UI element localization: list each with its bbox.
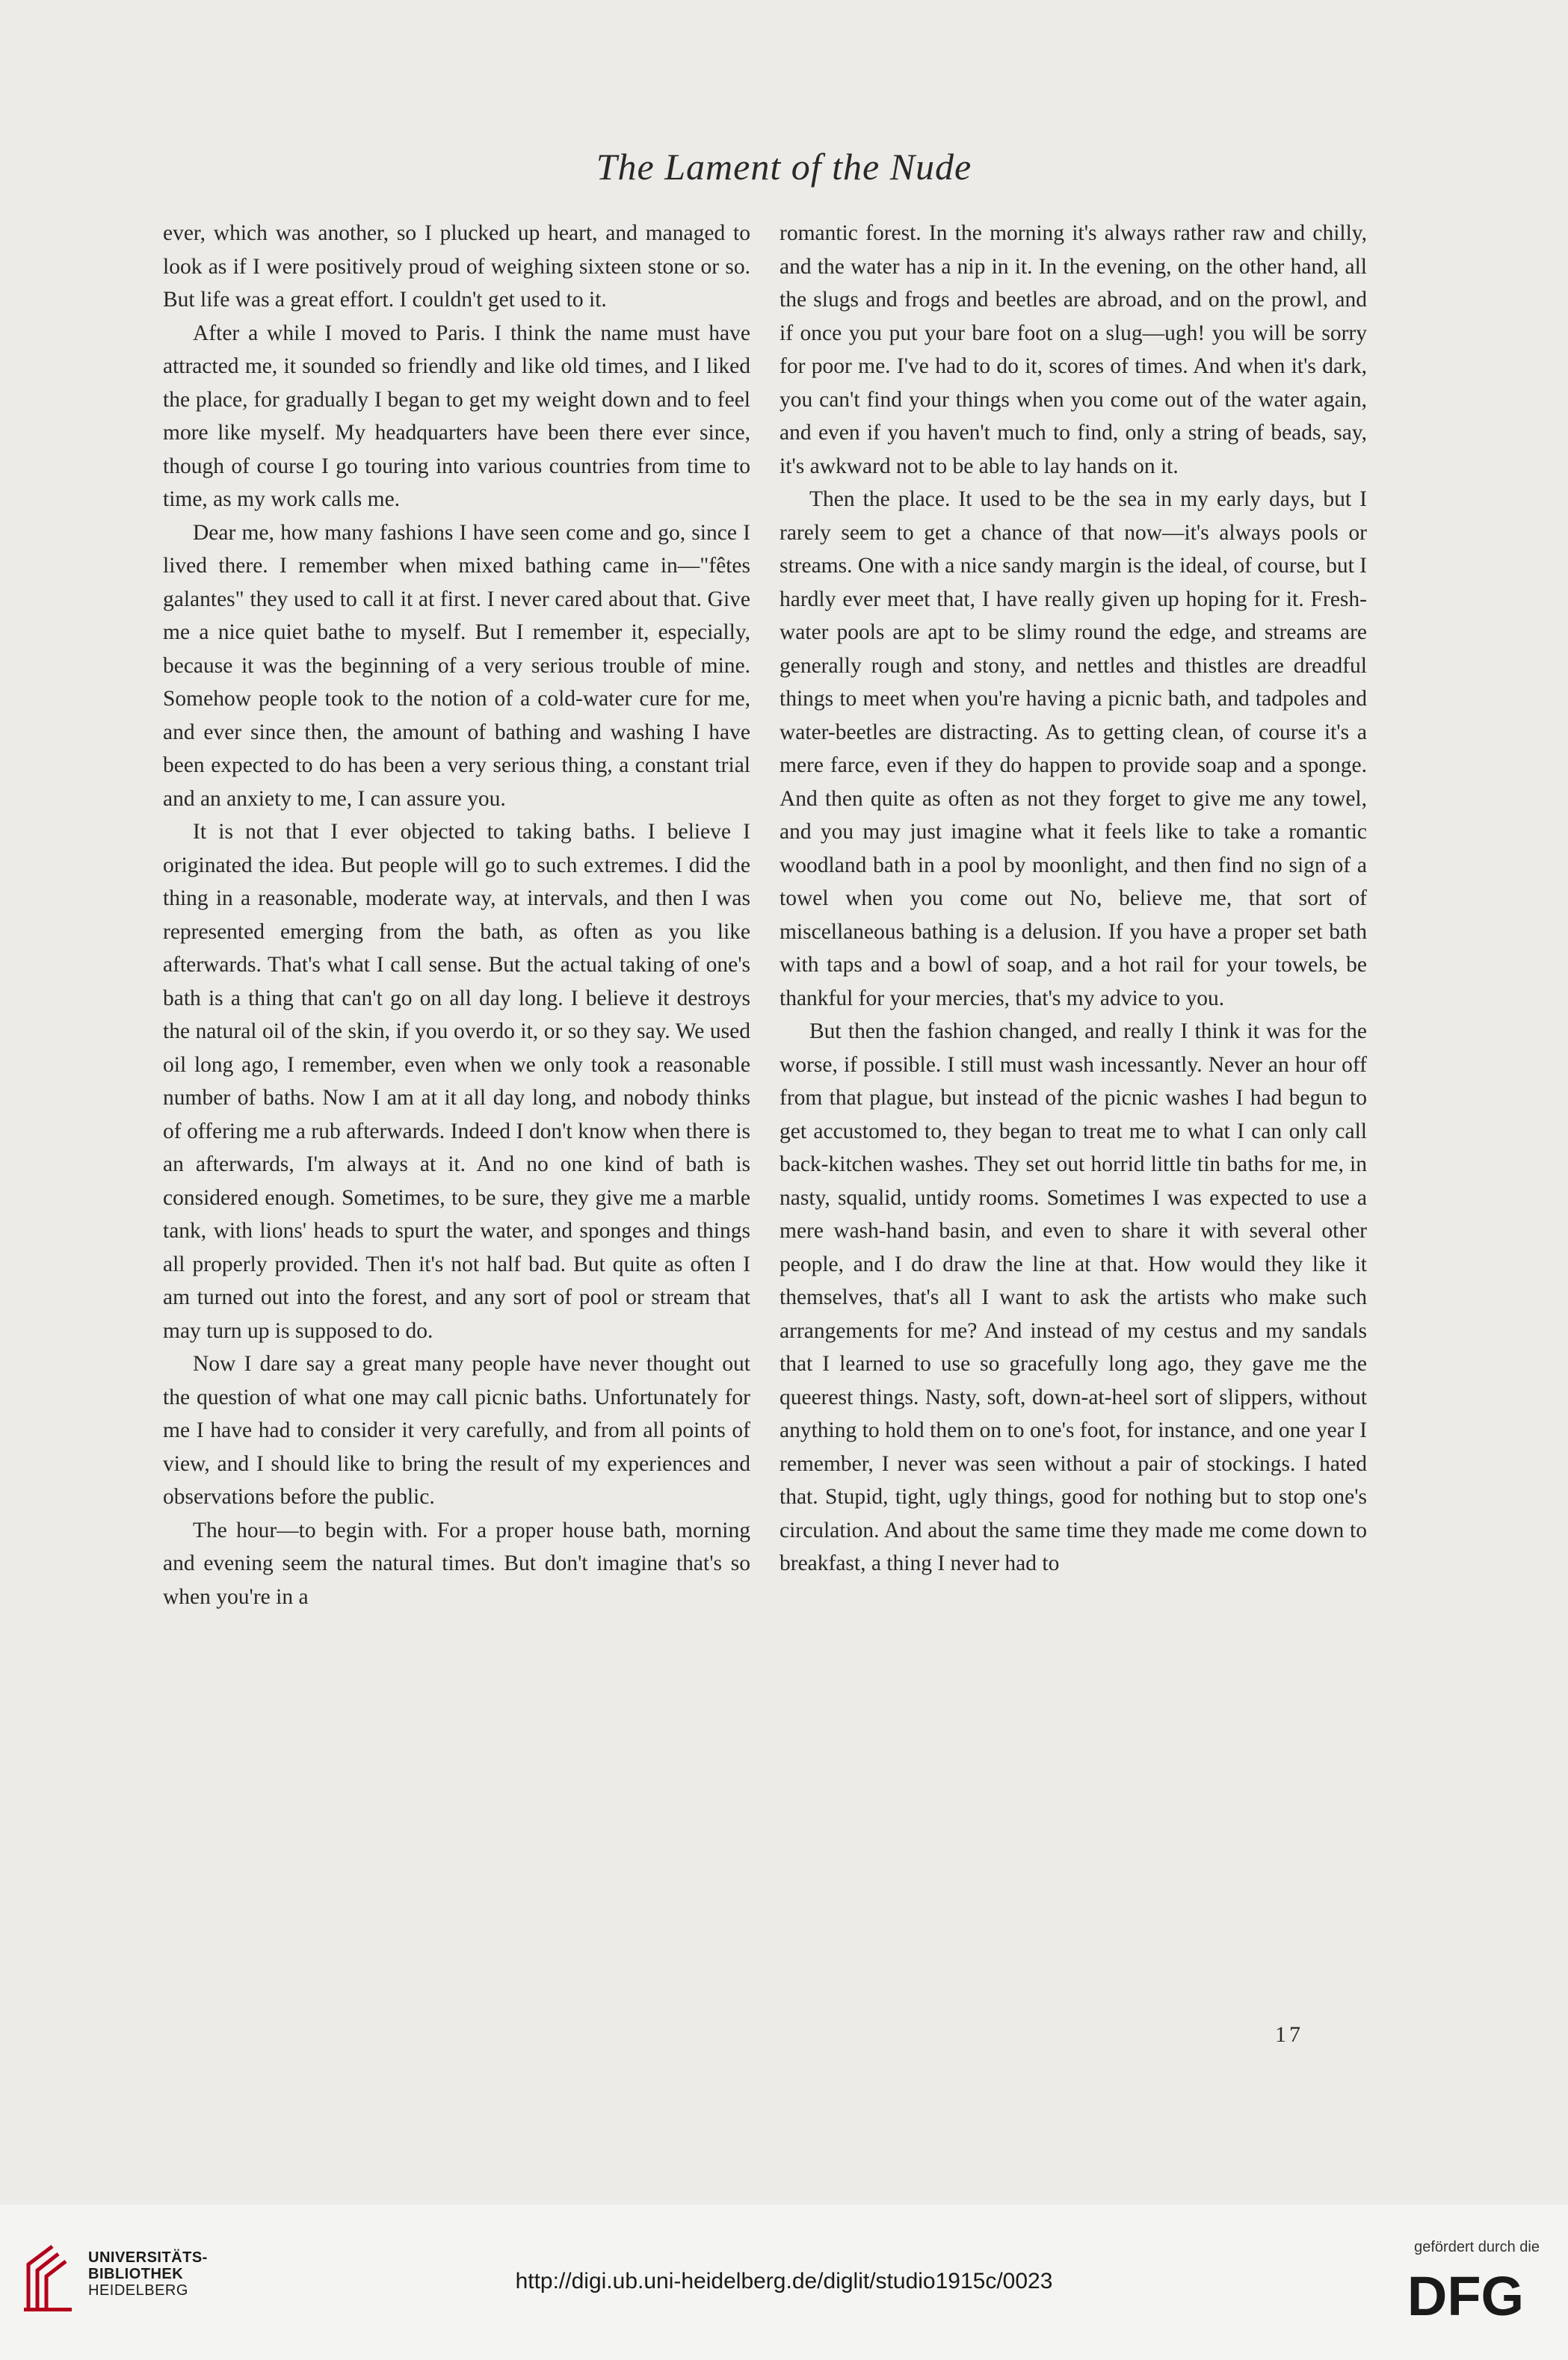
digitization-footer bbox=[0, 2205, 1568, 2360]
library-name-line: UNIVERSITÄTS- bbox=[88, 2249, 208, 2266]
paragraph: After a while I moved to Paris. I think the name must have attracted me, it sounded so friendly and like old times, and I liked the place, for gradually I began to get my weight down and to feel more like myself. My headquarters have been there ever since, though of course I go touring into various countries from time to time, as my work calls me. bbox=[163, 321, 750, 511]
paragraph: But then the fashion changed, and really I think it was for the worse, if possible. I still must wash incessantly. Never an hour off from that plague, but instead of the picnic washes I had begun to get accustomed to, they began to treat me to what I can only call back-kitchen washes. They set out horrid little tin baths for me, in nasty, squalid, untidy rooms. Sometimes I was expected to use a mere wash-hand basin, and even to share it with several other people, and I do draw the line at that. How would they like it themselves, that's all I want to ask the artists who make such arrangements for me? And instead of my cestus and my sandals that I learned to use so gracefully long ago, they gave me the queerest things. Nasty, soft, down-at-heel sort of slippers, without anything to hold them on to one's foot, for instance, and one year I remember, I never was seen without a pair of stockings. I hated that. Stupid, tight, ugly things, good for nothing but to stop one's circulation. And about the same time they made me come down to breakfast, a thing I never had to bbox=[780, 1019, 1367, 1575]
library-name-line: HEIDELBERG bbox=[88, 2282, 188, 2299]
paragraph: romantic forest. In the morning it's always rather raw and chilly, and the water has a nip in it. In the evening, on the other hand, all the slugs and frogs and beetles are abroad, and on the prowl, and if once you put your bare foot on a slug—ugh! you will be sorry for poor me. I've had to do it, scores of times. And when it's dark, you can't find your things when you come out of the water again, and even if you haven't much to find, only a string of beads, say, it's awkward not to be able to lay hands on it. bbox=[780, 221, 1367, 478]
paragraph: Now I dare say a great many people have never thought out the question of what one may call picnic baths. Unfortunately for me I have had to consider it very carefully, and from all points of view, and I should like to bring the result of my experiences and observations before the public. bbox=[163, 1352, 750, 1509]
source-url-link[interactable]: http://digi.ub.uni-heidelberg.de/diglit/studio1915c/0023 bbox=[515, 2269, 1053, 2293]
paragraph: ever, which was another, so I plucked up heart, and managed to look as if I were positively proud of weighing sixteen stone or so. But life was a great effort. I couldn't get used to it. bbox=[163, 221, 750, 312]
paragraph: The hour—to begin with. For a proper house bath, morning and evening seem the natural times. But don't imagine that's so when you're in a bbox=[163, 1518, 750, 1609]
left-column bbox=[163, 217, 750, 1613]
dfg-logo-text: DFG bbox=[1407, 2267, 1525, 2323]
page-number: 17 bbox=[1275, 2022, 1303, 2047]
running-title: The Lament of the Nude bbox=[596, 146, 972, 188]
library-name-line: BIBLIOTHEK bbox=[88, 2266, 184, 2282]
paragraph: Dear me, how many fashions I have seen come and go, since I lived there. I remember when mixed bathing came in—"fêtes galantes" they used to call it at first. I never cared about that. Give me a nice quiet bathe to myself. But I remember it, especially, because it was the beginning of a very serious trouble of mine. Somehow people took to the notion of a cold-water cure for me, and ever since then, the amount of bathing and washing I have been expected to do has been a very serious thing, a constant trial and an anxiety to me, I can assure you. bbox=[163, 520, 750, 811]
paragraph: It is not that I ever objected to taking baths. I believe I originated the idea. But people will go to such extremes. I did the thing in a reasonable, moderate way, at intervals, and then I was represented emerging from the bath, as often as you like afterwards. That's what I call sense. But the actual taking of one's bath is a thing that can't go on all day long. I believe it destroys the natural oil of the skin, if you overdo it, or so they say. We used oil long ago, I remember, even when we only took a reasonable number of baths. Now I am at it all day long, and nobody thinks of offering me a rub afterwards. Indeed I don't know when there is an afterwards, I'm always at it. And no one kind of bath is considered enough. Sometimes, to be sure, they give me a marble tank, with lions' heads to spurt the water, and sponges and things all properly provided. Then it's not half bad. But quite as often I am turned out into the forest, and any sort of pool or stream that may turn up is supposed to do. bbox=[163, 820, 750, 1343]
funded-by-label: gefördert durch die bbox=[1414, 2239, 1540, 2255]
paragraph: Then the place. It used to be the sea in my early days, but I rarely seem to get a chance of that now—it's always pools or streams. One with a nice sandy margin is the ideal, of course, but I hardly ever meet that, I have really given up hoping for it. Fresh-water pools are apt to be slimy round the edge, and streams are generally rough and stony, and nettles and thistles are dreadful things to meet when you're having a picnic bath, and tadpoles and water-beetles are distracting. As to getting clean, of course it's a mere farce, even if they do happen to provide soap and a sponge. And then quite as often as not they forget to give me any towel, and you may just imagine what it feels like to take a romantic woodland bath in a pool by moonlight, and then find no sign of a towel when you come out No, believe me, that sort of miscellaneous bathing is a delusion. If you have a proper set bath with taps and a bowl of soap, and a hot rail for your towels, be thankful for your mercies, that's my advice to you. bbox=[780, 487, 1367, 1010]
right-column bbox=[780, 217, 1367, 1581]
dfg-logo-icon bbox=[1389, 2267, 1543, 2323]
